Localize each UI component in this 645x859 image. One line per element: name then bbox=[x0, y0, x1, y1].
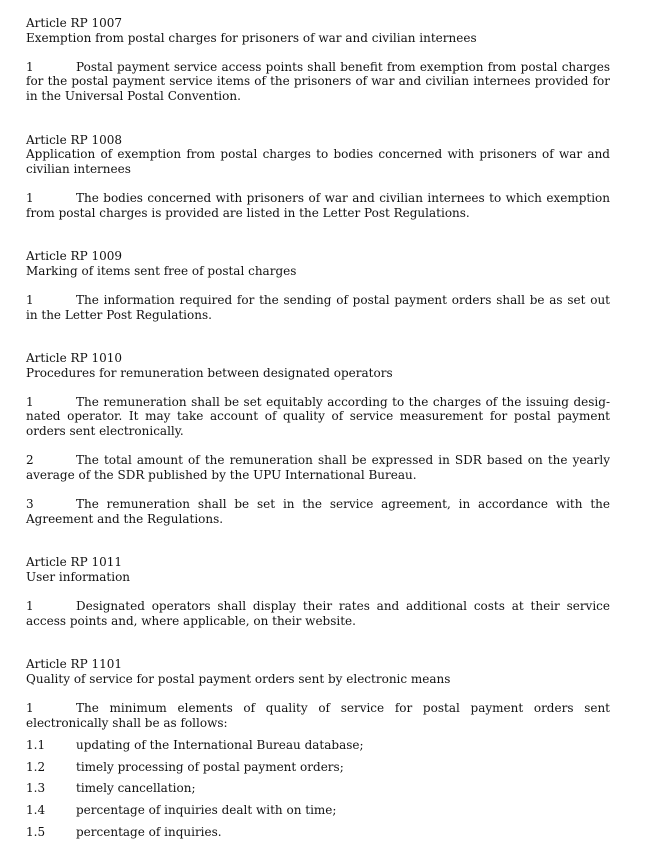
article-rp-1007 bbox=[26, 16, 610, 104]
list-item bbox=[26, 781, 610, 796]
article-number: Article RP 1010 bbox=[26, 351, 122, 366]
list-item-text: percentage of inquiries dealt with on time; bbox=[76, 802, 337, 817]
article-rp-1008 bbox=[26, 133, 610, 221]
article-title: Exemption from postal charges for prisoners of war and civilian internees bbox=[26, 30, 477, 45]
list-item-text: timely processing of postal payment orders; bbox=[76, 759, 344, 774]
list-item-number: 1.4 bbox=[26, 802, 46, 817]
list-item bbox=[26, 803, 610, 818]
paragraph bbox=[26, 701, 610, 730]
document-page bbox=[26, 16, 610, 839]
paragraph-number: 1 bbox=[26, 700, 34, 715]
article-number: Article RP 1101 bbox=[26, 657, 122, 672]
paragraph-number: 1 bbox=[26, 292, 34, 307]
article-title: Application of exemption from postal charges to bodies concerned with prisoners of war and civilian internees bbox=[26, 147, 610, 176]
paragraph-text: The remuneration shall be set in the service agreement, in accordance with the Agreement and the Regulations. bbox=[26, 497, 610, 526]
paragraph-number: 2 bbox=[26, 453, 34, 468]
paragraph-text: The remuneration shall be set equitably according to the charges of the issuing designated operator. It may take account of quality of service measurement for postal payment orders sent electronically. bbox=[26, 394, 610, 439]
list-item-number: 1.2 bbox=[26, 759, 46, 774]
list-item-text: updating of the International Bureau database; bbox=[76, 738, 364, 753]
paragraph-number: 1 bbox=[26, 190, 34, 205]
paragraph bbox=[26, 191, 610, 220]
list-item-number: 1.5 bbox=[26, 824, 46, 839]
paragraph-number: 3 bbox=[26, 497, 34, 512]
list-item-number: 1.1 bbox=[26, 738, 46, 753]
paragraph-text: The total amount of the remuneration shall be expressed in SDR based on the yearly average of the SDR published by the UPU International Bureau. bbox=[26, 453, 610, 482]
paragraph bbox=[26, 453, 610, 482]
article-rp-1010 bbox=[26, 351, 610, 526]
paragraph bbox=[26, 293, 610, 322]
paragraph bbox=[26, 497, 610, 526]
paragraph-number: 1 bbox=[26, 599, 34, 613]
article-number: Article RP 1007 bbox=[26, 16, 122, 30]
paragraph-text: The information required for the sending of postal payment orders shall be as set out in the Letter Post Regulations. bbox=[26, 292, 610, 322]
article-number: Article RP 1009 bbox=[26, 249, 122, 264]
article-title: Quality of service for postal payment orders sent by electronic means bbox=[26, 671, 451, 686]
list-item bbox=[26, 825, 610, 840]
article-rp-1101 bbox=[26, 657, 610, 839]
paragraph bbox=[26, 599, 610, 628]
list-item-text: timely cancellation; bbox=[76, 781, 196, 796]
list-item-number: 1.3 bbox=[26, 781, 46, 796]
paragraph-number: 1 bbox=[26, 394, 34, 409]
article-rp-1009 bbox=[26, 249, 610, 322]
paragraph-text: Postal payment service access points shall benefit from exemption from postal charges for the postal payment service items of the prisoners of war and civilian internees provided for in the Universal Postal Convention. bbox=[26, 59, 610, 103]
article-title: Procedures for remuneration between designated operators bbox=[26, 365, 393, 380]
list-item-text: percentage of inquiries. bbox=[76, 824, 222, 839]
list-item bbox=[26, 760, 610, 775]
paragraph-text: The bodies concerned with prisoners of war and civilian internees to which exemption from postal charges is provided are listed in the Letter Post Regulations. bbox=[26, 190, 610, 220]
article-number: Article RP 1011 bbox=[26, 555, 122, 570]
paragraph-text: Designated operators shall display their rates and additional costs at their service access points and, where applicable, on their website. bbox=[26, 599, 610, 628]
article-rp-1011 bbox=[26, 555, 610, 628]
article-title: User information bbox=[26, 569, 131, 584]
paragraph bbox=[26, 60, 610, 104]
paragraph-number: 1 bbox=[26, 59, 34, 74]
paragraph-text: The minimum elements of quality of service for postal payment orders sent electronically shall be as follows: bbox=[26, 700, 610, 730]
paragraph bbox=[26, 395, 610, 439]
article-number: Article RP 1008 bbox=[26, 132, 122, 147]
article-title: Marking of items sent free of postal charges bbox=[26, 263, 297, 278]
list-item bbox=[26, 738, 610, 753]
